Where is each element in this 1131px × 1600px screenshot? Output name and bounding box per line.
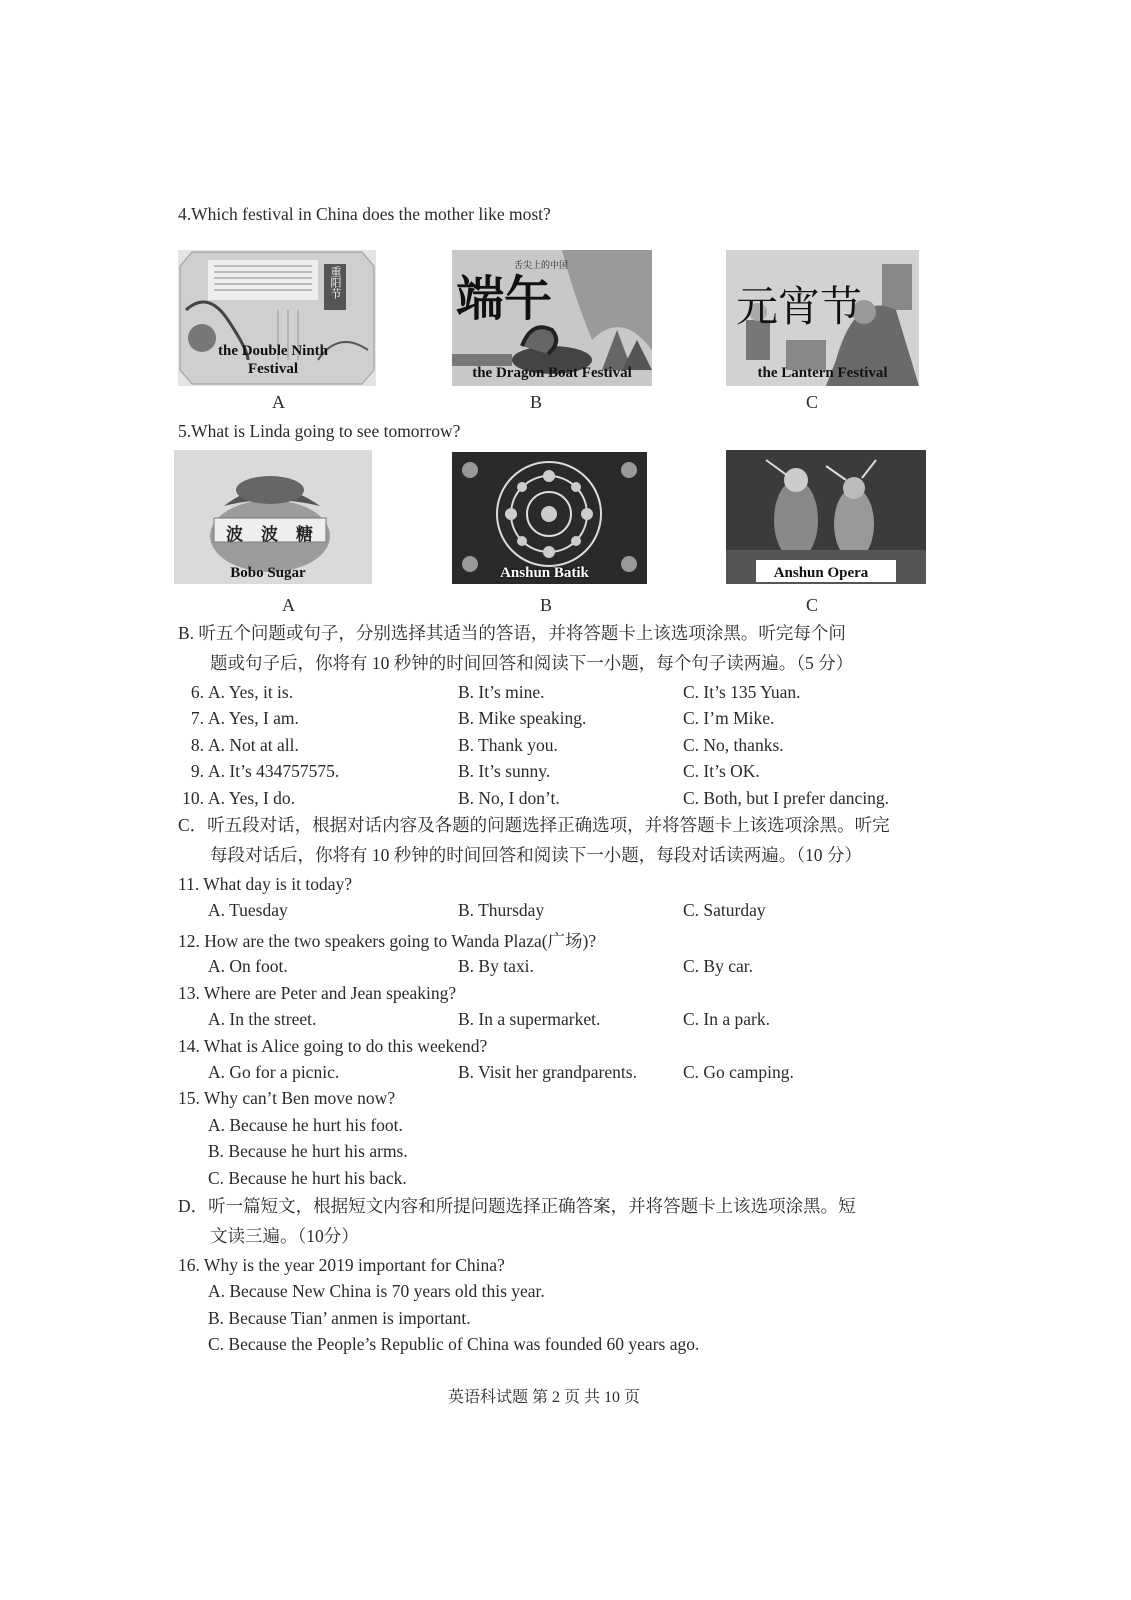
q5-option-a-letter: A [282,595,295,615]
section-b-row: 7. A. Yes, I am. [190,708,299,728]
dragon-boat-small-text: 舌尖上的中国 [514,261,569,271]
section-b-row: 9. A. It’s 434757575. [190,761,340,781]
q14-option-c: C. Go camping. [683,1062,794,1082]
section-d-line2: 文读三遍。（10分） [210,1226,359,1246]
double-ninth-festival-image [178,250,376,386]
dragon-boat-title-text: 端午 [456,271,553,327]
q12-option-c: C. By car. [683,956,753,976]
section-c-instructions [178,810,958,870]
q16-option-a: A. Because New China is 70 years old this year. [208,1281,545,1301]
q6-option-c: C. It’s 135 Yuan. [683,682,801,702]
section-b-row: 8. A. Not at all. [190,735,299,755]
q7-option-b: B. Mike speaking. [458,708,587,728]
section-b-row: 6. A. Yes, it is. [190,682,294,702]
q15-option-c: C. Because he hurt his back. [208,1168,407,1188]
q12-option-a: A. On foot. [208,956,288,976]
q11-option-b: B. Thursday [458,900,545,920]
q9-option-b: B. It’s sunny. [458,761,551,781]
q13-option-c: C. In a park. [683,1009,770,1029]
bobo-sugar-label-text: 波波糖 [226,525,331,545]
section-d-line1: D．听一篇短文，根据短文内容和所提问题选择正确答案，并将答题卡上该选项涂黑。短 [178,1196,856,1216]
section-c-line2: 每段对话后，你将有 10 秒钟的时间回答和阅读下一小题，每段对话读两遍。（10 分） [210,845,862,865]
q14-option-b: B. Visit her grandparents. [458,1062,637,1082]
q15-option-a: A. Because he hurt his foot. [208,1115,403,1135]
section-b-line1: B. 听五个问题或句子，分别选择其适当的答语，并将答题卡上该选项涂黑。听完每个问 [178,623,846,643]
q14-question: 14. What is Alice going to do this weekend? [178,1036,488,1056]
q10-option-c: C. Both, but I prefer dancing. [683,788,890,808]
section-c-line1: C．听五段对话，根据对话内容及各题的问题选择正确选项，并将答题卡上该选项涂黑。听完 [178,815,890,835]
q15-option-b: B. Because he hurt his arms. [208,1141,408,1161]
q6-option-b: B. It’s mine. [458,682,545,702]
anshun-batik-caption: Anshun Batik [500,565,589,581]
q4-question: 4.Which festival in China does the mother like most? [178,204,551,224]
section-b-row: 10. A. Yes, I do. [182,788,296,808]
dragon-boat-caption: the Dragon Boat Festival [472,365,632,381]
lantern-title-text: 元宵节 [736,282,863,331]
dragon-boat-festival-image [452,250,652,386]
double-ninth-seal-text: 重阳节 [329,266,342,299]
q10-option-b: B. No, I don’t. [458,788,560,808]
q12-option-b: B. By taxi. [458,956,534,976]
page-footer: 英语科试题 第 2 页 共 10 页 [448,1389,641,1406]
section-b-instructions [178,618,958,678]
q7-option-c: C. I’m Mike. [683,708,775,728]
anshun-opera-caption: Anshun Opera [773,565,869,581]
q8-option-b: B. Thank you. [458,735,558,755]
double-ninth-caption-line2: Festival [248,361,298,377]
q11-question: 11. What day is it today? [178,874,352,894]
q9-option-c: C. It’s OK. [683,761,760,781]
q15-question: 15. Why can’t Ben move now? [178,1088,396,1108]
bobo-sugar-image [174,450,372,584]
q16-option-b: B. Because Tian’ anmen is important. [208,1308,471,1328]
double-ninth-caption-line1: the Double Ninth [217,343,329,359]
q4-option-b-letter: B [530,392,543,412]
lantern-festival-image [726,250,919,386]
q11-option-a: A. Tuesday [208,900,288,920]
q12-question: 12. How are the two speakers going to Wanda Plaza(广场)? [178,931,597,951]
q4-option-a-letter: A [272,392,285,412]
q4-option-c-letter: C [806,392,819,412]
q11-option-c: C. Saturday [683,900,766,920]
q5-option-c-letter: C [806,595,819,615]
q16-option-c: C. Because the People’s Republic of China was founded 60 years ago. [208,1334,700,1354]
section-d-instructions [178,1191,958,1251]
q14-option-a: A. Go for a picnic. [208,1062,340,1082]
q8-option-c: C. No, thanks. [683,735,784,755]
q13-option-b: B. In a supermarket. [458,1009,601,1029]
bobo-sugar-illustration [174,450,372,584]
q13-option-a: A. In the street. [208,1009,317,1029]
q5-question: 5.What is Linda going to see tomorrow? [178,421,461,441]
lantern-caption: the Lantern Festival [757,365,888,381]
anshun-opera-image [726,450,926,584]
bobo-sugar-caption: Bobo Sugar [230,565,306,581]
q5-option-b-letter: B [540,595,553,615]
section-b-line2: 题或句子后，你将有 10 秒钟的时间回答和阅读下一小题，每个句子读两遍。（5 分） [210,653,854,673]
q13-question: 13. Where are Peter and Jean speaking? [178,983,457,1003]
anshun-batik-image [452,452,647,584]
q16-question: 16. Why is the year 2019 important for China? [178,1255,505,1275]
